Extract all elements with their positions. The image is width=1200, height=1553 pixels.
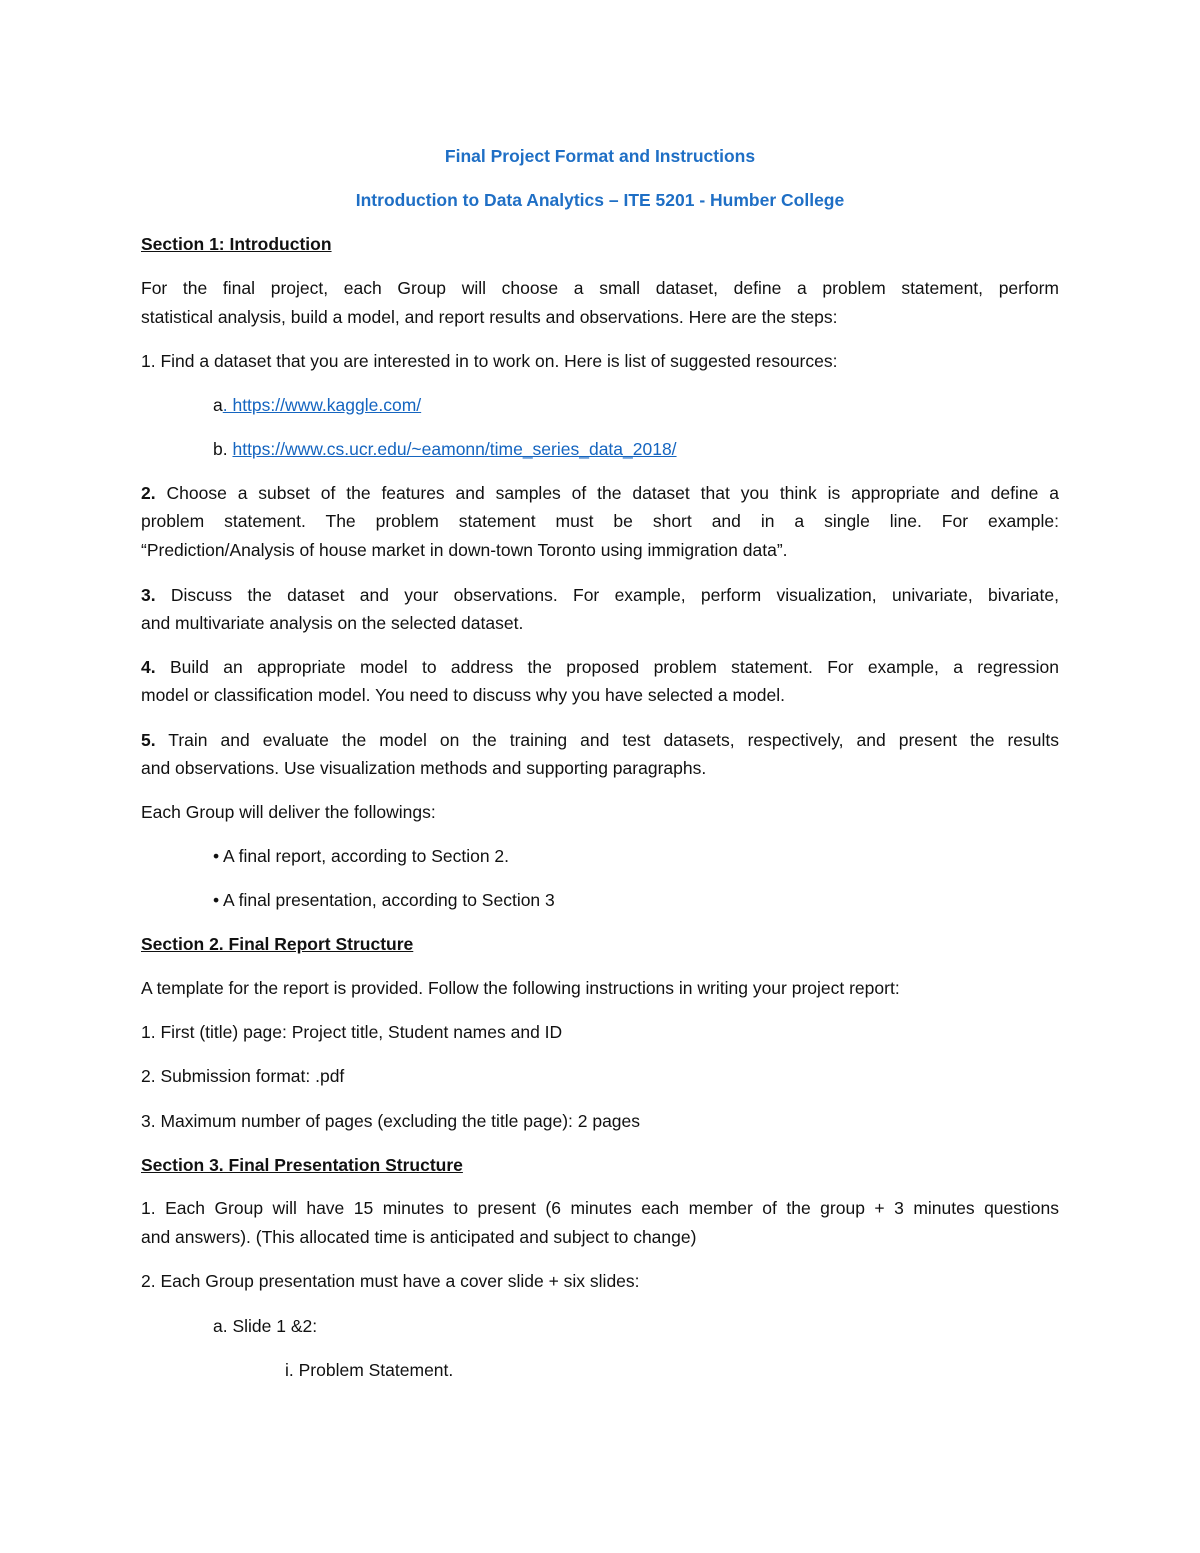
section2-item1: 1. First (title) page: Project title, Student names and ID: [141, 1022, 563, 1042]
section3-item2: 2. Each Group presentation must have a cover slide + six slides:: [141, 1271, 640, 1291]
section2-intro: A template for the report is provided. Follow the following instructions in writing your project report:: [141, 978, 900, 998]
document-title: Final Project Format and Instructions: [444, 146, 756, 166]
deliverable-item-presentation: • A final presentation, according to Section 3: [213, 890, 555, 910]
step3-text: Discuss the dataset and your observations. For example, perform visualization, univariate, bivariate,: [155, 585, 1059, 605]
step2-line2: problem statement. The problem statement must be short and in a single line. For example:: [141, 511, 1059, 531]
step4-number: 4.: [141, 657, 156, 677]
step5-line2: and observations. Use visualization methods and supporting paragraphs.: [141, 758, 707, 778]
section1-intro-line1: For the final project, each Group will choose a small dataset, define a problem statement, perform: [141, 278, 1059, 298]
deliverables-intro: Each Group will deliver the followings:: [141, 802, 436, 822]
document-subtitle: Introduction to Data Analytics – ITE 5201 - Humber College: [355, 190, 845, 210]
step5-number: 5.: [141, 730, 156, 750]
section1-intro-line2: statistical analysis, build a model, and report results and observations. Here are the steps:: [141, 307, 838, 327]
step4-text: Build an appropriate model to address the proposed problem statement. For example, a regression: [155, 657, 1059, 677]
section3-item2-a: a. Slide 1 &2:: [213, 1316, 318, 1336]
resource-b: [213, 438, 1013, 460]
step3-line1: [141, 584, 1059, 606]
section1-heading: Section 1: Introduction: [141, 234, 332, 254]
ucr-time-series-link[interactable]: https://www.cs.ucr.edu/~eamonn/time_series_data_2018/: [232, 439, 677, 459]
step4-line2: model or classification model. You need to discuss why you have selected a model.: [141, 685, 785, 705]
section2-item3: 3. Maximum number of pages (excluding the title page): 2 pages: [141, 1111, 641, 1131]
step2-line3: “Prediction/Analysis of house market in down-town Toronto using immigration data”.: [141, 540, 788, 560]
step3-line2: and multivariate analysis on the selected dataset.: [141, 613, 524, 633]
step5-line1: [141, 729, 1059, 751]
section3-item1-line2: and answers). (This allocated time is anticipated and subject to change): [141, 1227, 697, 1247]
resource-a-prefix: a: [213, 395, 223, 415]
section2-heading: Section 2. Final Report Structure: [141, 934, 414, 954]
step1-text: 1. Find a dataset that you are interested in to work on. Here is list of suggested resources:: [141, 351, 838, 371]
step2-line1: [141, 482, 1059, 504]
step2-text: Choose a subset of the features and samples of the dataset that you think is appropriate and define a: [155, 483, 1059, 503]
step5-text: Train and evaluate the model on the training and test datasets, respectively, and present the results: [155, 730, 1059, 750]
kaggle-link[interactable]: . https://www.kaggle.com/: [222, 395, 422, 415]
step3-number: 3.: [141, 585, 156, 605]
section2-item2: 2. Submission format: .pdf: [141, 1066, 345, 1086]
step2-number: 2.: [141, 483, 156, 503]
section3-heading: Section 3. Final Presentation Structure: [141, 1155, 463, 1175]
step4-line1: [141, 656, 1059, 678]
resource-b-prefix: b.: [213, 439, 233, 459]
section3-item2-a-i: i. Problem Statement.: [285, 1360, 454, 1380]
resource-a: [213, 394, 1013, 416]
section3-item1-line1: 1. Each Group will have 15 minutes to present (6 minutes each member of the group + 3 minutes questions: [141, 1198, 1059, 1218]
deliverable-item-report: • A final report, according to Section 2.: [213, 846, 510, 866]
